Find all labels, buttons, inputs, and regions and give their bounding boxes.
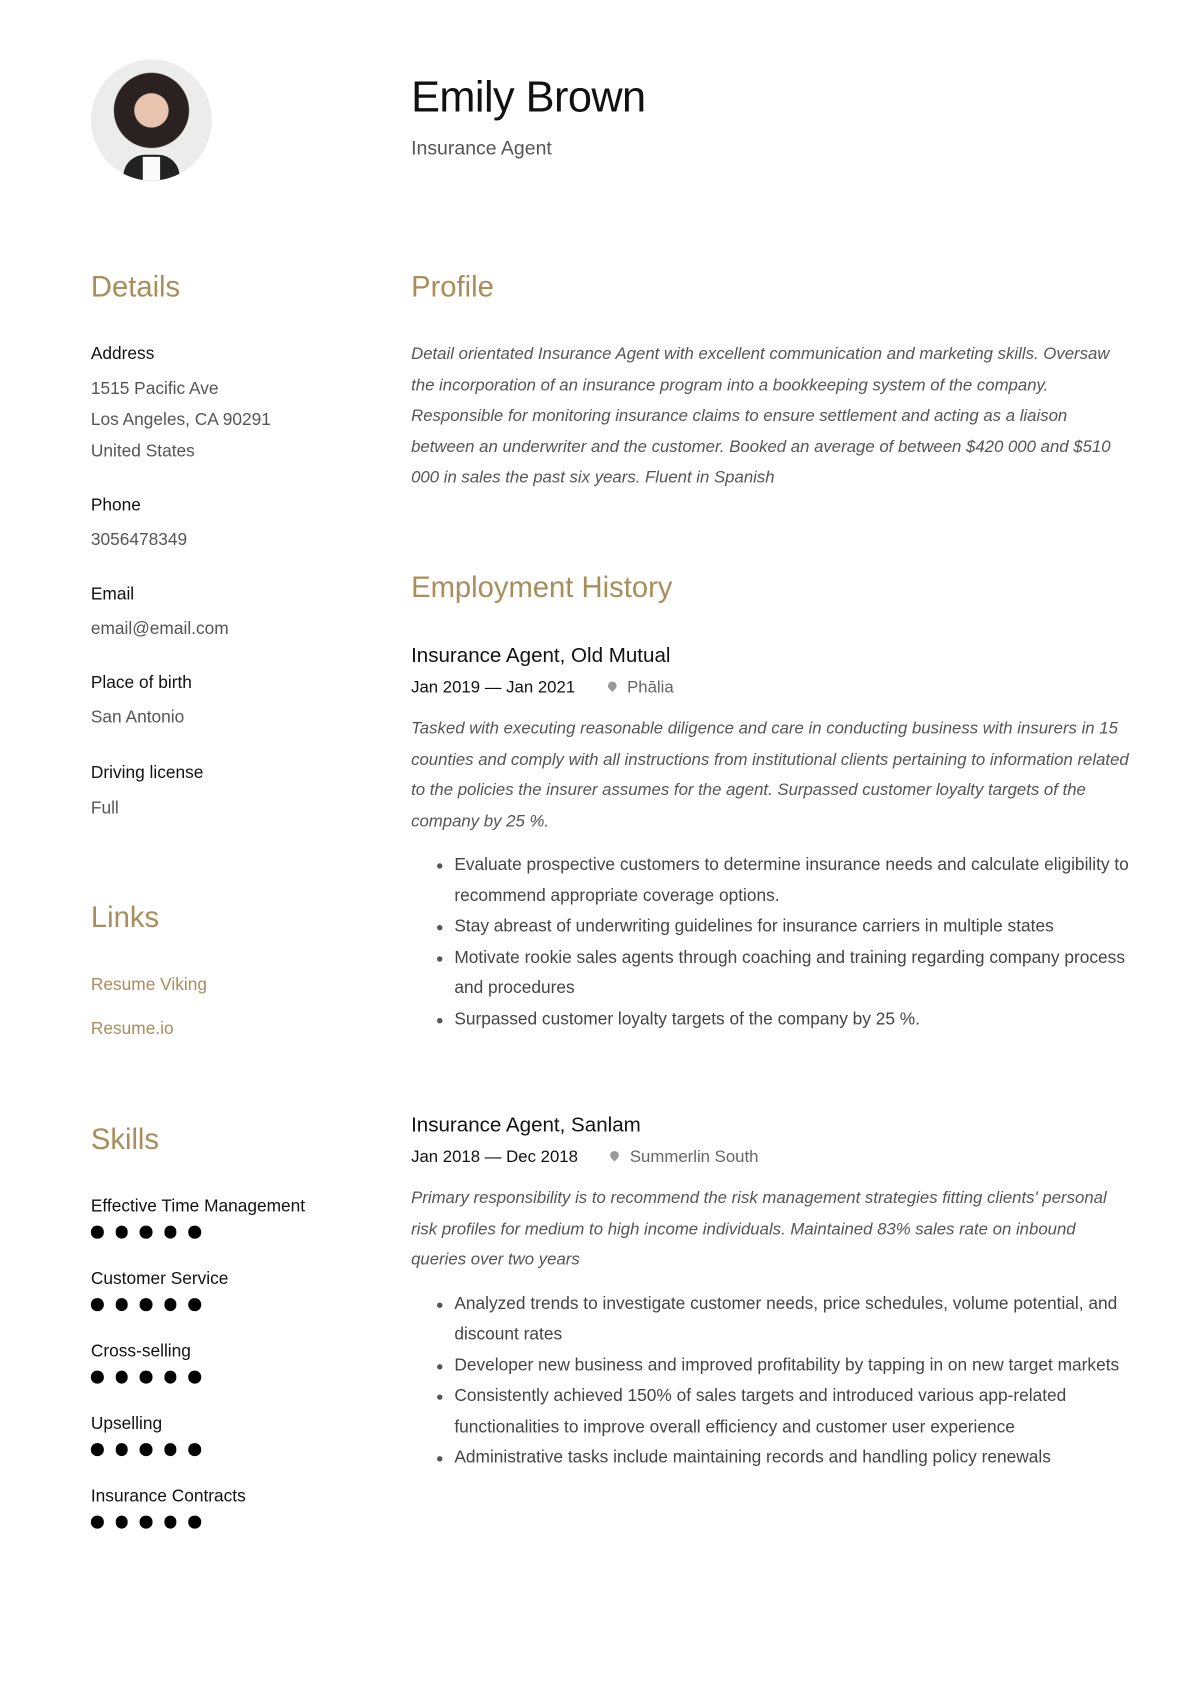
- location-pin-icon: [609, 1149, 621, 1161]
- level-dot: [91, 1443, 103, 1455]
- link-resume-io[interactable]: Resume.io: [90, 1020, 174, 1039]
- job-dates: Jan 2018 — Dec 2018: [411, 1147, 578, 1167]
- address-line: Los Angeles, CA 90291: [90, 411, 271, 430]
- job-summary: Tasked with executing reasonable diligence and care in conducting business with insurers in 15 counties and comply with all instructions from institutional clients pertaining to information related to the policies the insurer assumes for the agent. Surpassed customer loyalty targets of the company by 25 %.: [411, 719, 1129, 831]
- level-dot: [140, 1298, 152, 1310]
- skill-level: [91, 1371, 305, 1383]
- skill-name: Customer Service: [90, 1270, 229, 1289]
- skill-level: [91, 1443, 305, 1455]
- link-resume-viking[interactable]: Resume Viking: [90, 975, 207, 995]
- job-bullets: [411, 850, 1147, 1035]
- level-dot: [140, 1226, 152, 1238]
- bullet-item: Consistently achieved 150% of sales targets and introduced various app-related functionalities to improve overall efficiency and customer user experience: [454, 1381, 1146, 1443]
- level-dot: [115, 1443, 127, 1455]
- license-value: Full: [90, 799, 119, 818]
- level-dot: [188, 1371, 200, 1383]
- level-dot: [164, 1298, 176, 1310]
- profile-text: Detail orientated Insurance Agent with excellent communication and marketing skills. Oversaw the incorporation of an insurance program into a bookkeeping system of the company. Responsible for monitoring insurance claims to ensure settlement and acting as a liaison between an underwriter and the customer. Booked an average of between $420 000 and $510 000 in sales the past six years. Fluent in Spanish: [411, 345, 1111, 487]
- address-label: Address: [90, 345, 155, 364]
- bullet-item: Motivate rookie sales agents through coaching and training regarding company process and procedures: [454, 943, 1146, 1005]
- job-entry: [411, 645, 1147, 1036]
- level-dot: [188, 1298, 200, 1310]
- level-dot: [91, 1298, 103, 1310]
- email-label: Email: [90, 585, 135, 604]
- email-value: email@email.com: [90, 619, 229, 639]
- birth-label: Place of birth: [90, 673, 192, 693]
- skills-list: [91, 1198, 305, 1560]
- job-title: Insurance Agent, Old Mutual: [411, 644, 671, 668]
- job-entry: [411, 1114, 1147, 1474]
- bullet-item: Analyzed trends to investigate customer needs, price schedules, volume potential, and discount rates: [454, 1289, 1146, 1351]
- bullet-item: Evaluate prospective customers to determine insurance needs and calculate eligibility to recommend appropriate coverage options.: [454, 850, 1146, 912]
- birth-value: San Antonio: [90, 708, 185, 727]
- skill-item: [91, 1415, 305, 1487]
- level-dot: [164, 1516, 176, 1528]
- bullet-item: Developer new business and improved profitability by tapping in on new target markets: [454, 1351, 1146, 1382]
- level-dot: [115, 1298, 127, 1310]
- level-dot: [91, 1226, 103, 1238]
- level-dot: [115, 1371, 127, 1383]
- address-line: 1515 Pacific Ave: [90, 379, 219, 399]
- skill-level: [91, 1516, 305, 1528]
- phone-label: Phone: [90, 496, 141, 515]
- license-label: Driving license: [90, 763, 204, 783]
- job-bullets: [411, 1289, 1147, 1474]
- level-dot: [140, 1516, 152, 1528]
- level-dot: [140, 1371, 152, 1383]
- address-value: [91, 373, 271, 467]
- phone-value: 3056478349: [90, 531, 188, 550]
- skill-name: Upselling: [90, 1414, 163, 1434]
- skills-heading: Skills: [90, 1122, 160, 1156]
- bullet-item: Administrative tasks include maintaining records and handling policy renewals: [454, 1443, 1146, 1474]
- job-summary: Primary responsibility is to recommend the risk management strategies fitting clients' personal risk profiles for medium to high income individuals. Maintained 83% sales rate on inbound queries over two years: [411, 1188, 1107, 1269]
- level-dot: [164, 1371, 176, 1383]
- address-line: United States: [90, 442, 195, 461]
- level-dot: [115, 1226, 127, 1238]
- job-title: Insurance Agent, Sanlam: [411, 1114, 641, 1137]
- skill-item: [91, 1198, 305, 1270]
- level-dot: [188, 1516, 200, 1528]
- level-dot: [188, 1226, 200, 1238]
- level-dot: [164, 1226, 176, 1238]
- skill-item: [91, 1343, 305, 1415]
- skill-item: [91, 1270, 305, 1342]
- skill-item: [91, 1487, 305, 1559]
- level-dot: [91, 1371, 103, 1383]
- location-pin-icon: [606, 680, 618, 692]
- job-dates: Jan 2019 — Jan 2021: [411, 678, 576, 697]
- job-location: Summerlin South: [629, 1147, 759, 1167]
- bullet-item: Surpassed customer loyalty targets of the company by 25 %.: [454, 1004, 1146, 1035]
- level-dot: [164, 1443, 176, 1455]
- skill-level: [91, 1226, 305, 1238]
- links-heading: Links: [90, 901, 160, 934]
- candidate-name: Emily Brown: [411, 73, 646, 122]
- level-dot: [115, 1516, 127, 1528]
- details-heading: Details: [90, 270, 181, 303]
- skill-name: Cross-selling: [90, 1342, 191, 1361]
- profile-heading: Profile: [411, 270, 494, 303]
- skill-level: [91, 1298, 305, 1310]
- level-dot: [140, 1443, 152, 1455]
- employment-heading: Employment History: [411, 571, 673, 604]
- profile-photo: [91, 59, 212, 180]
- level-dot: [91, 1516, 103, 1528]
- job-location: Phālia: [627, 678, 674, 697]
- skill-name: Effective Time Management: [90, 1197, 306, 1216]
- job-title: Insurance Agent: [411, 137, 552, 160]
- skill-name: Insurance Contracts: [90, 1487, 246, 1506]
- bullet-item: Stay abreast of underwriting guidelines for insurance carriers in multiple states: [454, 912, 1146, 943]
- level-dot: [188, 1443, 200, 1455]
